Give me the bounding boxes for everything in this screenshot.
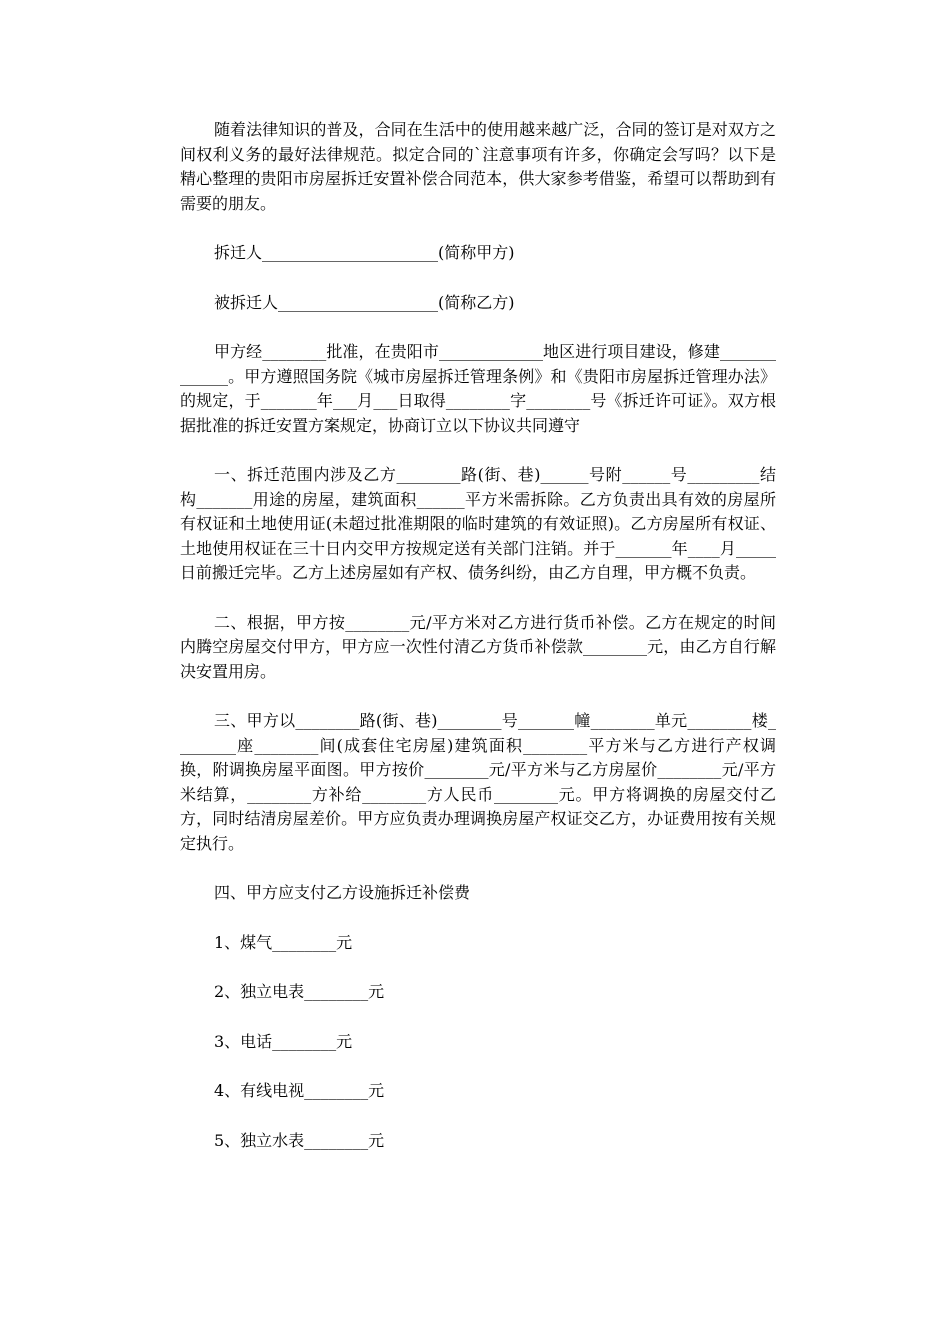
item-telephone-line: 3、电话________元 — [214, 1031, 353, 1051]
clause-3-paragraph: 三、甲方以________路(街、巷)________号_______幢________单元________楼________座________间(成套住宅房屋)建筑面积________平方米与乙方进行产权调换，附调换房屋平面图。甲方按价________元/平方米与乙方房屋价________元/平方米结算，________方补给________方人民币________元。甲方将调换的房屋交付乙方，同时结清房屋差价。甲方应负责办理调换房屋产权证交乙方，办证费用按有关规定执行。 — [180, 711, 776, 853]
clause-1-paragraph: 一、拆迁范围内涉及乙方________路(街、巷)______号附______号_________结构_______用途的房屋，建筑面积______平方米需拆除。乙方负责出具有效的房屋所有权证和土地使用证(未超过批准期限的临时建筑的有效证照)。乙方房屋所有权证、土地使用权证在三十日内交甲方按规定送有关部门注销。并于_______年____月_____日前搬迁完毕。乙方上述房屋如有产权、债务纠纷，由乙方自理，甲方概不负责。 — [180, 465, 776, 582]
party-b-line: 被拆迁人____________________(简称乙方) — [214, 292, 515, 312]
item-gas-line: 1、煤气________元 — [214, 932, 353, 952]
item-electric-meter-line: 2、独立电表________元 — [214, 982, 385, 1001]
document-page — [180, 118, 776, 1178]
preamble-paragraph: 甲方经________批准，在贵阳市_____________地区进行项目建设，修建_____________。甲方遵照国务院《城市房屋拆迁管理条例》和《贵阳市房屋拆迁管理办法》的规定，于_______年___月___日取得________字________号《拆迁许可证》。双方根据批准的拆迁安置方案规定，协商订立以下协议共同遵守 — [180, 342, 776, 435]
clause-4-heading: 四、甲方应支付乙方设施拆迁补偿费 — [214, 883, 471, 902]
item-water-meter-line: 5、独立水表________元 — [214, 1130, 385, 1150]
party-a-line: 拆迁人______________________(简称甲方) — [214, 243, 515, 262]
clause-2-paragraph: 二、根据，甲方按________元/平方米对乙方进行货币补偿。乙方在规定的时间内腾空房屋交付甲方，甲方应一次性付清乙方货币补偿款________元，由乙方自行解决安置用房。 — [180, 612, 776, 681]
item-cable-tv-line: 4、有线电视________元 — [214, 1081, 385, 1100]
intro-paragraph: 随着法律知识的普及，合同在生活中的使用越来越广泛，合同的签订是对双方之间权利义务的最好法律规范。拟定合同的`注意事项有许多，你确定会写吗？以下是精心整理的贵阳市房屋拆迁安置补偿合同范本，供大家参考借鉴，希望可以帮助到有需要的朋友。 — [180, 120, 776, 213]
